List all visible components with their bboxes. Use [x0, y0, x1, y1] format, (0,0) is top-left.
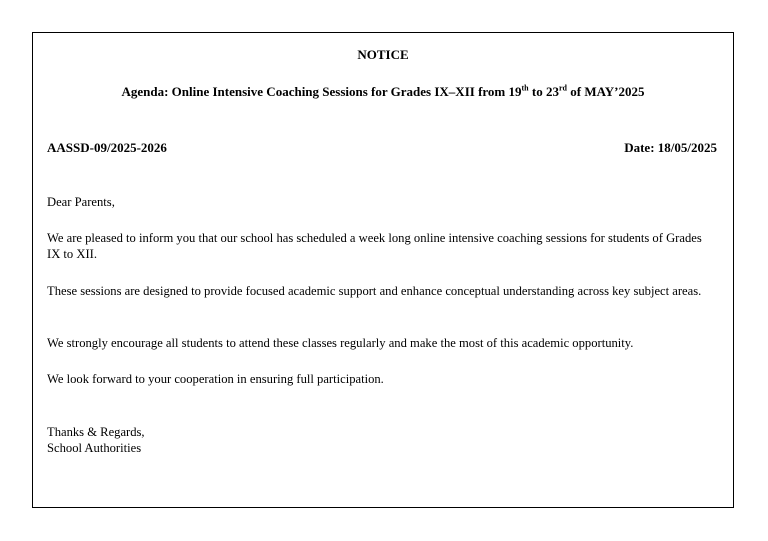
agenda-text-start: Agenda: Online Intensive Coaching Sessions for Grades IX–XII from 19: [121, 84, 522, 99]
signature: School Authorities: [47, 441, 142, 455]
paragraph-announcement: We are pleased to inform you that our school has scheduled a week long online intensive coaching sessions for students of Grades IX to XII.: [47, 231, 702, 261]
reference-row: [47, 140, 717, 156]
notice-title: NOTICE: [357, 47, 409, 62]
agenda-ordinal-start: th: [521, 83, 529, 93]
reference-number: AASSD-09/2025-2026: [47, 140, 167, 155]
paragraph-purpose: These sessions are designed to provide focused academic support and enhance conceptual understanding across key subject areas.: [47, 284, 702, 298]
agenda-text-end: of MAY’2025: [566, 84, 645, 99]
salutation: Dear Parents,: [47, 195, 115, 209]
closing-line: Thanks & Regards,: [47, 425, 145, 439]
notice-document: [32, 32, 734, 508]
paragraph-encouragement: We strongly encourage all students to attend these classes regularly and make the most of this academic opportunity.: [47, 336, 634, 350]
paragraph-cooperation: We look forward to your cooperation in ensuring full participation.: [47, 372, 384, 386]
agenda-line: [33, 84, 733, 100]
notice-date: Date: 18/05/2025: [624, 140, 717, 155]
agenda-ordinal-end: rd: [558, 83, 567, 93]
agenda-text-middle: to 23: [528, 84, 559, 99]
